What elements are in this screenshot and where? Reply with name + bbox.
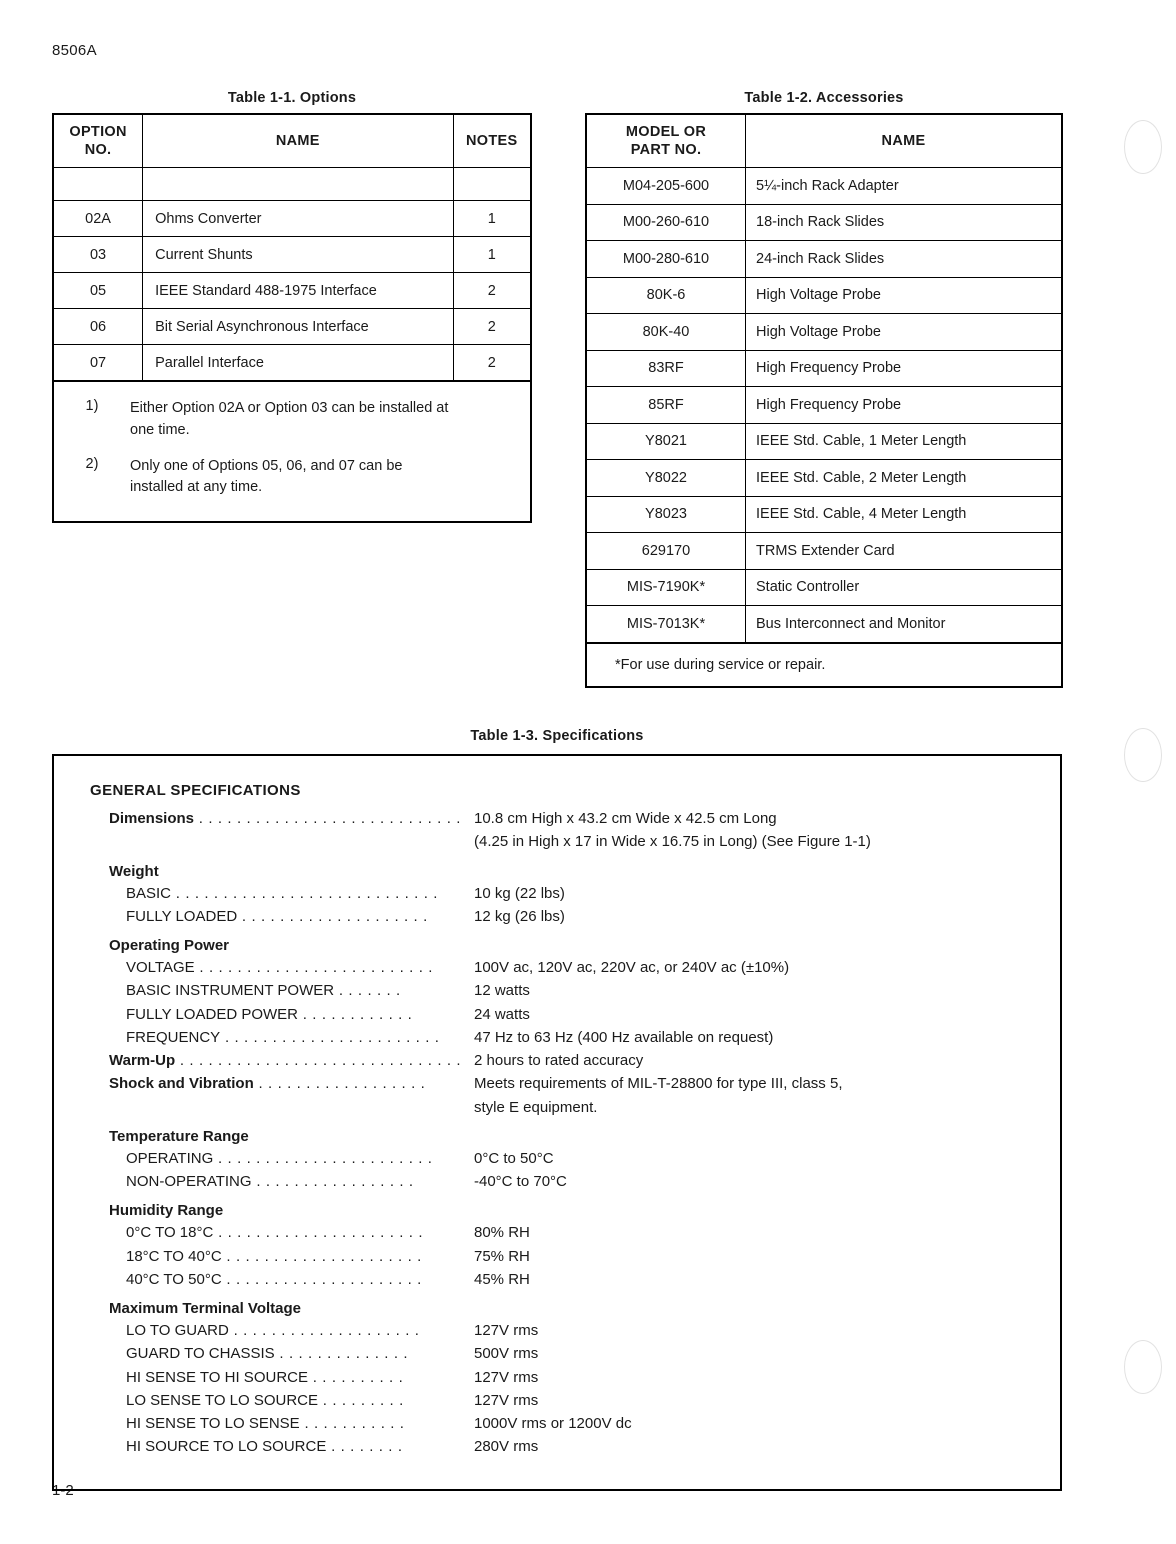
- option-no: 06: [53, 309, 143, 345]
- table-row: [586, 350, 1062, 387]
- accessory-model: 80K-40: [586, 314, 746, 351]
- accessory-name: Bus Interconnect and Monitor: [746, 606, 1063, 643]
- spec-row-hi-sense-to-hi-source: [54, 1366, 1060, 1389]
- spec-label: [126, 1221, 474, 1244]
- spec-label-text: BASIC INSTRUMENT POWER: [126, 982, 335, 1000]
- spec-row-weight-basic: [54, 882, 1060, 905]
- note-text: Either Option 02A or Option 03 can be installed at one time.: [130, 400, 449, 438]
- table-options-caption: Table 1-1. Options: [227, 90, 357, 106]
- spec-label-text: OPERATING: [126, 1149, 214, 1167]
- spec-label: [126, 1412, 474, 1435]
- spec-row-hi-sense-to-lo-sense: [54, 1412, 1060, 1435]
- model-number: 8506A: [52, 42, 97, 59]
- leader-dots: . . . . . . . . . . . . . . . . . . . . . . . . .: [194, 959, 434, 976]
- spec-label: [126, 1268, 474, 1291]
- table-row: [53, 201, 531, 237]
- leader-dots: . . . . . . . . . . . . . . . . . . . . . . . . . . . .: [171, 884, 438, 902]
- spec-value-continued: style E equipment.: [474, 1098, 598, 1116]
- spec-row-voltage: [54, 956, 1060, 979]
- table-row: [586, 606, 1062, 643]
- option-name: Parallel Interface: [143, 345, 453, 382]
- accessory-model: MIS-7190K*: [586, 569, 746, 606]
- spec-label: [109, 1072, 474, 1095]
- spec-row-lo-to-guard: [54, 1319, 1060, 1342]
- leader-dots: . . . . . . . . . . . .: [298, 1005, 413, 1023]
- table-accessories: [585, 90, 1063, 688]
- spec-label-text: 40°C TO 50°C: [126, 1270, 222, 1288]
- spec-value: 1000V rms or 1200V dc: [474, 1415, 632, 1432]
- table-row: [53, 273, 531, 309]
- options-note: [54, 456, 530, 500]
- accessory-name: High Frequency Probe: [746, 350, 1063, 387]
- spec-label-text: LO SENSE TO LO SOURCE: [126, 1391, 319, 1409]
- table-row: [586, 168, 1062, 205]
- spacer-cell: [143, 168, 453, 201]
- leader-dots: . . . . . . . . . . . . . . . . . . . . . . .: [213, 1149, 433, 1167]
- table-specifications: [52, 728, 1062, 1491]
- spec-value: -40°C to 70°C: [474, 1173, 567, 1190]
- spec-row-warmup: [54, 1049, 1060, 1072]
- accessory-model: M00-280-610: [586, 241, 746, 278]
- table-row: [586, 387, 1062, 424]
- spec-value: 75% RH: [474, 1247, 530, 1265]
- leader-dots: . . . . . . . . . . . . . . . . . . . . . . . . . . . . . .: [175, 1052, 462, 1069]
- table-header-row: [586, 114, 1062, 168]
- leader-dots: . . . . . . . . . . . . . . . . . . . . . . . . . . . .: [194, 810, 462, 827]
- accessory-model: 629170: [586, 533, 746, 570]
- table-accessories-caption: Table 1-2. Accessories: [744, 90, 904, 106]
- accessory-name: IEEE Std. Cable, 2 Meter Length: [746, 460, 1063, 497]
- accessory-name: High Voltage Probe: [746, 277, 1063, 314]
- spec-label: [126, 1170, 474, 1193]
- spec-row-dimensions: [54, 807, 1060, 830]
- specifications-box: [52, 754, 1062, 1491]
- spec-value: 280V rms: [474, 1438, 539, 1456]
- table-specifications-caption: Table 1-3. Specifications: [470, 728, 644, 744]
- table-row: [53, 237, 531, 273]
- accessory-name: TRMS Extender Card: [746, 533, 1063, 570]
- spec-label: [126, 905, 474, 928]
- page-number: 1-2: [52, 1482, 74, 1499]
- option-name: Bit Serial Asynchronous Interface: [143, 309, 453, 345]
- spec-row-fully-loaded-power: [54, 1003, 1060, 1026]
- accessory-model: 85RF: [586, 387, 746, 424]
- spec-label-text: FULLY LOADED: [126, 907, 238, 925]
- spec-label: [126, 1147, 474, 1170]
- spec-label-text: Warm-Up: [109, 1052, 176, 1069]
- option-notes: 1: [453, 201, 531, 237]
- spec-label: [126, 956, 474, 979]
- accessories-footnote: *For use during service or repair.: [585, 644, 1063, 688]
- spec-label: [126, 979, 474, 1002]
- spec-label: [109, 1049, 474, 1072]
- accessory-model: M00-260-610: [586, 204, 746, 241]
- spec-row-humidity-40-50: [54, 1268, 1060, 1291]
- column-header-name: NAME: [746, 114, 1063, 168]
- note-number: 2): [85, 455, 99, 472]
- spec-label-text: 0°C TO 18°C: [126, 1224, 214, 1242]
- column-header-model-line2: PART NO.: [630, 142, 702, 158]
- spec-label: [126, 1366, 474, 1389]
- table-row: [586, 277, 1062, 314]
- spec-label-text: Dimensions: [109, 810, 195, 827]
- accessory-model: Y8021: [586, 423, 746, 460]
- accessory-name: 5¼-inch Rack Adapter: [746, 168, 1063, 205]
- option-name: Ohms Converter: [143, 201, 453, 237]
- table-row: [586, 423, 1062, 460]
- leader-dots: . . . . . . . . . . . . . . . . . . . . .: [221, 1247, 422, 1265]
- spec-value: Meets requirements of MIL-T-28800 for type III, class 5,: [474, 1075, 843, 1093]
- spacer-cell: [453, 168, 531, 201]
- spec-label-text: FREQUENCY: [126, 1028, 221, 1046]
- spec-label: [126, 1026, 474, 1049]
- leader-dots: . . . . . . . . . . . . . . . . . . . . .: [221, 1270, 422, 1288]
- spec-label-text: HI SENSE TO HI SOURCE: [126, 1368, 308, 1386]
- spec-row-temp-operating: [54, 1147, 1060, 1170]
- spec-value: 127V rms: [474, 1368, 539, 1386]
- spec-value: 127V rms: [474, 1391, 539, 1409]
- hole-punch-mark: [1124, 120, 1162, 174]
- options-table: [52, 113, 532, 382]
- spec-label-text: HI SENSE TO LO SENSE: [126, 1415, 300, 1432]
- note-text: Only one of Options 05, 06, and 07 can be installed at any time.: [130, 457, 403, 496]
- column-header-name: NAME: [143, 114, 453, 168]
- spec-value: 12 watts: [474, 982, 530, 1000]
- option-notes: 2: [453, 345, 531, 382]
- spec-row-humidity-18-40: [54, 1245, 1060, 1268]
- general-specifications-title: GENERAL SPECIFICATIONS: [90, 782, 301, 799]
- spec-row-guard-to-chassis: [54, 1342, 1060, 1365]
- leader-dots: . . . . . . . . .: [318, 1391, 404, 1409]
- table-row: [586, 496, 1062, 533]
- spec-group-humidity-title: Humidity Range: [109, 1202, 224, 1220]
- spec-label: [126, 882, 474, 905]
- option-no: 02A: [53, 201, 143, 237]
- spec-value-continued: (4.25 in High x 17 in Wide x 16.75 in Long) (See Figure 1-1): [474, 833, 871, 851]
- leader-dots: . . . . . . . . . . .: [299, 1415, 405, 1432]
- spec-row-weight-fully-loaded: [54, 905, 1060, 928]
- accessory-name: IEEE Std. Cable, 1 Meter Length: [746, 423, 1063, 460]
- spec-label-text: Shock and Vibration: [109, 1075, 254, 1093]
- spec-value: 12 kg (26 lbs): [474, 907, 565, 925]
- leader-dots: . . . . . . . . . .: [308, 1368, 404, 1386]
- accessory-name: IEEE Std. Cable, 4 Meter Length: [746, 496, 1063, 533]
- spec-value: 100V ac, 120V ac, 220V ac, or 240V ac (±10%): [474, 959, 790, 976]
- spec-label: [126, 1389, 474, 1412]
- spec-label-text: NON-OPERATING: [126, 1173, 252, 1190]
- column-header-option-line2: NO.: [84, 142, 112, 158]
- table-spacer-row: [53, 168, 531, 201]
- table-row: [586, 314, 1062, 351]
- accessory-model: 83RF: [586, 350, 746, 387]
- leader-dots: . . . . . . . . . . . . . . . . . . . . . . .: [220, 1028, 440, 1046]
- spec-label-text: VOLTAGE: [126, 959, 195, 976]
- spec-label: [126, 1342, 474, 1365]
- spacer-cell: [53, 168, 143, 201]
- accessory-name: High Frequency Probe: [746, 387, 1063, 424]
- table-row: [586, 533, 1062, 570]
- leader-dots: . . . . . . . . . . . . . . . . . . . .: [237, 907, 428, 925]
- spec-value: 2 hours to rated accuracy: [474, 1052, 644, 1069]
- spec-value: 80% RH: [474, 1224, 530, 1242]
- option-no: 05: [53, 273, 143, 309]
- column-header-model-line1: MODEL OR: [625, 123, 707, 140]
- options-note: [54, 398, 530, 442]
- spec-value: 500V rms: [474, 1345, 539, 1363]
- spec-value: 127V rms: [474, 1322, 539, 1339]
- column-header-model-no: [586, 114, 746, 168]
- accessories-table: [585, 113, 1063, 644]
- accessory-model: M04-205-600: [586, 168, 746, 205]
- leader-dots: . . . . . . . . . . . . . . . . . .: [253, 1075, 426, 1093]
- option-notes: 2: [453, 273, 531, 309]
- column-header-option-no: [53, 114, 143, 168]
- option-name: IEEE Standard 488-1975 Interface: [143, 273, 453, 309]
- accessory-model: 80K-6: [586, 277, 746, 314]
- option-notes: 2: [453, 309, 531, 345]
- accessory-model: Y8023: [586, 496, 746, 533]
- spec-row-humidity-0-18: [54, 1221, 1060, 1244]
- spec-value: 45% RH: [474, 1270, 530, 1288]
- accessory-model: MIS-7013K*: [586, 606, 746, 643]
- accessory-name: 18-inch Rack Slides: [746, 204, 1063, 241]
- spec-label-text: LO TO GUARD: [126, 1322, 229, 1339]
- spec-group-temperature-title: Temperature Range: [109, 1127, 249, 1145]
- options-notes-block: [52, 382, 532, 523]
- hole-punch-mark: [1124, 1340, 1162, 1394]
- spec-group-weight-title: Weight: [109, 862, 159, 880]
- table-row: [586, 241, 1062, 278]
- spec-group-max-terminal-voltage-title: Maximum Terminal Voltage: [109, 1300, 301, 1317]
- table-row: [53, 309, 531, 345]
- accessory-name: High Voltage Probe: [746, 314, 1063, 351]
- table-header-row: [53, 114, 531, 168]
- spec-value: 24 watts: [474, 1005, 530, 1023]
- table-options: [52, 90, 532, 523]
- leader-dots: . . . . . . . . . . . . . . . . . . . .: [228, 1322, 420, 1339]
- spec-group-operating-power-title: Operating Power: [109, 937, 230, 954]
- spec-label: [126, 1435, 474, 1458]
- note-number: 1): [85, 398, 99, 414]
- spec-row-hi-source-to-lo-source: [54, 1435, 1060, 1458]
- accessory-model: Y8022: [586, 460, 746, 497]
- spec-label-text: HI SOURCE TO LO SOURCE: [126, 1438, 327, 1456]
- spec-row-basic-instrument-power: [54, 979, 1060, 1002]
- spec-label: [126, 1003, 474, 1026]
- leader-dots: . . . . . . . . . . . . . . . . . . . . . .: [213, 1224, 424, 1242]
- leader-dots: . . . . . . . . . . . . . .: [274, 1345, 409, 1363]
- option-notes: 1: [453, 237, 531, 273]
- spec-label-text: 18°C TO 40°C: [126, 1247, 222, 1265]
- leader-dots: . . . . . . .: [334, 982, 401, 1000]
- table-row: [586, 569, 1062, 606]
- column-header-notes: NOTES: [453, 114, 531, 168]
- spec-value: 10.8 cm High x 43.2 cm Wide x 42.5 cm Long: [474, 810, 777, 827]
- spec-row-lo-sense-to-lo-source: [54, 1389, 1060, 1412]
- table-row: [586, 460, 1062, 497]
- leader-dots: . . . . . . . . . . . . . . . . .: [251, 1173, 414, 1190]
- leader-dots: . . . . . . . .: [326, 1438, 403, 1456]
- hole-punch-mark: [1124, 728, 1162, 782]
- accessory-name: Static Controller: [746, 569, 1063, 606]
- spec-row-shock-vibration: [54, 1072, 1060, 1095]
- spec-label: [109, 807, 474, 830]
- spec-label: [126, 1319, 474, 1342]
- spec-value: 10 kg (22 lbs): [474, 884, 565, 902]
- spec-value: 47 Hz to 63 Hz (400 Hz available on request): [474, 1028, 774, 1046]
- table-row: [586, 204, 1062, 241]
- accessory-name: 24-inch Rack Slides: [746, 241, 1063, 278]
- column-header-option-line1: OPTION: [69, 123, 127, 140]
- spec-label-text: BASIC: [126, 884, 172, 902]
- spec-row-frequency: [54, 1026, 1060, 1049]
- table-row: [53, 345, 531, 382]
- spec-label: [126, 1245, 474, 1268]
- spec-row-temp-non-operating: [54, 1170, 1060, 1193]
- option-name: Current Shunts: [143, 237, 453, 273]
- option-no: 03: [53, 237, 143, 273]
- spec-label-text: FULLY LOADED POWER: [126, 1005, 298, 1023]
- spec-label-text: GUARD TO CHASSIS: [126, 1345, 275, 1363]
- spec-value: 0°C to 50°C: [474, 1149, 554, 1167]
- option-no: 07: [53, 345, 143, 382]
